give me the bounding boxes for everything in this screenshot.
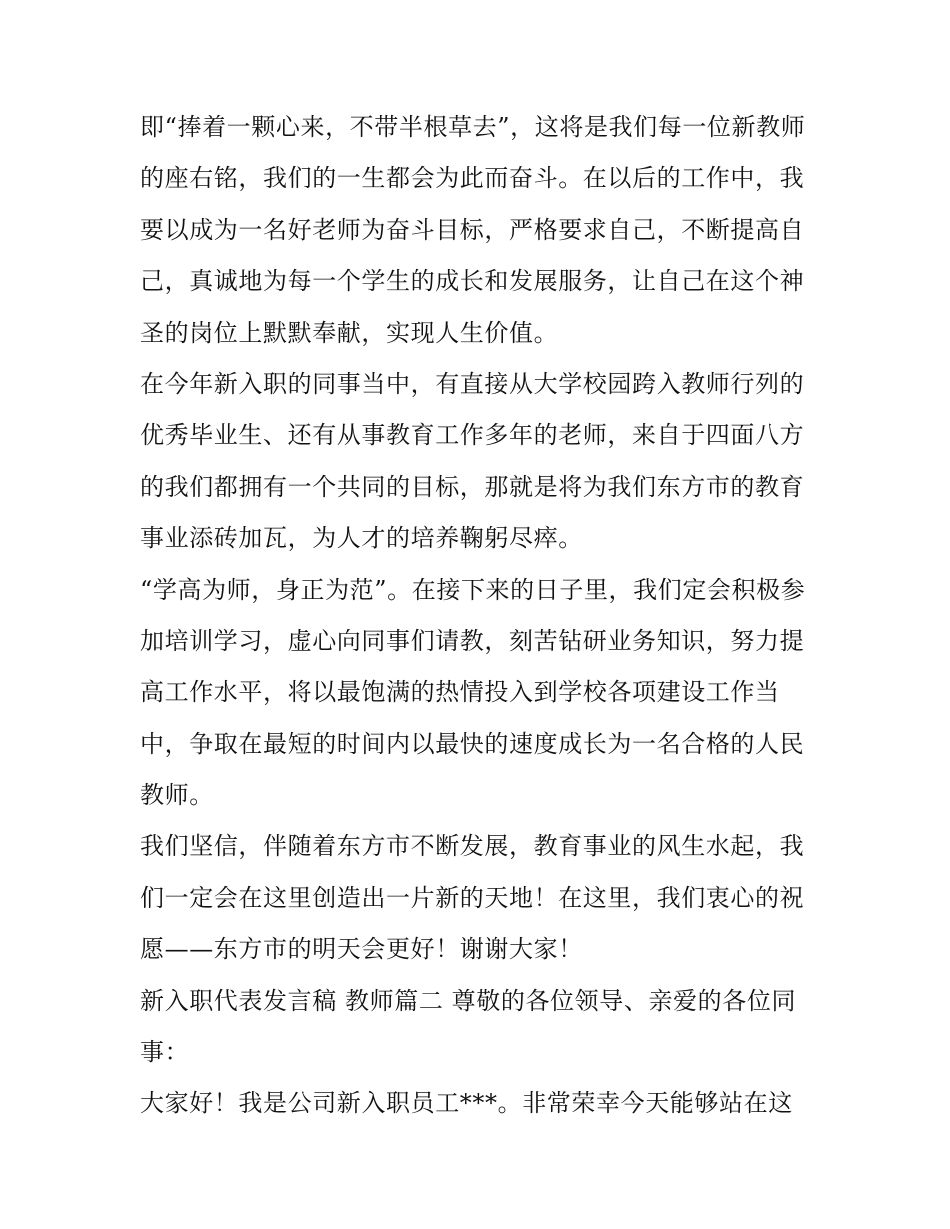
text-line: 愿——东方市的明天会更好！谢谢大家！ [140, 935, 583, 964]
text-line: 们一定会在这里创造出一片新的天地！在这里，我们衷心的祝 [140, 883, 805, 912]
text-line: 优秀毕业生、还有从事教育工作多年的老师，来自于四面八方 [140, 421, 805, 450]
text-line: 大家好！我是公司新入职员工***。非常荣幸今天能够站在这 [140, 1089, 793, 1118]
text-line: 圣的岗位上默默奉献，实现人生价值。 [140, 318, 559, 347]
text-line: 高工作水平，将以最饱满的热情投入到学校各项建设工作当 [140, 678, 780, 707]
text-line: 教师。 [140, 781, 214, 810]
document-body [140, 102, 820, 1130]
text-line: 加培训学习，虚心向同事们请教，刻苦钻研业务知识，努力提 [140, 626, 805, 655]
text-line: “学高为师，身正为范”。在接下来的日子里，我们定会积极参 [140, 575, 806, 604]
text-line: 中，争取在最短的时间内以最快的速度成长为一名合格的人民 [140, 729, 805, 758]
text-line: 要以成为一名好老师为奋斗目标，严格要求自己，不断提高自 [140, 215, 805, 244]
text-line: 新入职代表发言稿 教师篇二 尊敬的各位领导、亲爱的各位同 [140, 986, 797, 1015]
text-line: 事： [140, 1038, 190, 1067]
text-line: 在今年新入职的同事当中，有直接从大学校园跨入教师行列的 [140, 369, 805, 398]
text-line: 事业添砖加瓦，为人才的培养鞠躬尽瘁。 [140, 524, 583, 553]
text-line: 即“捧着一颗心来，不带半根草去”，这将是我们每一位新教师 [140, 113, 806, 141]
text-line: 的座右铭，我们的一生都会为此而奋斗。在以后的工作中，我 [140, 164, 805, 193]
text-line: 己，真诚地为每一个学生的成长和发展服务，让自己在这个神 [140, 267, 805, 296]
text-line: 我们坚信，伴随着东方市不断发展，教育事业的风生水起，我 [140, 832, 805, 861]
text-line: 的我们都拥有一个共同的目标，那就是将为我们东方市的教育 [140, 472, 805, 501]
